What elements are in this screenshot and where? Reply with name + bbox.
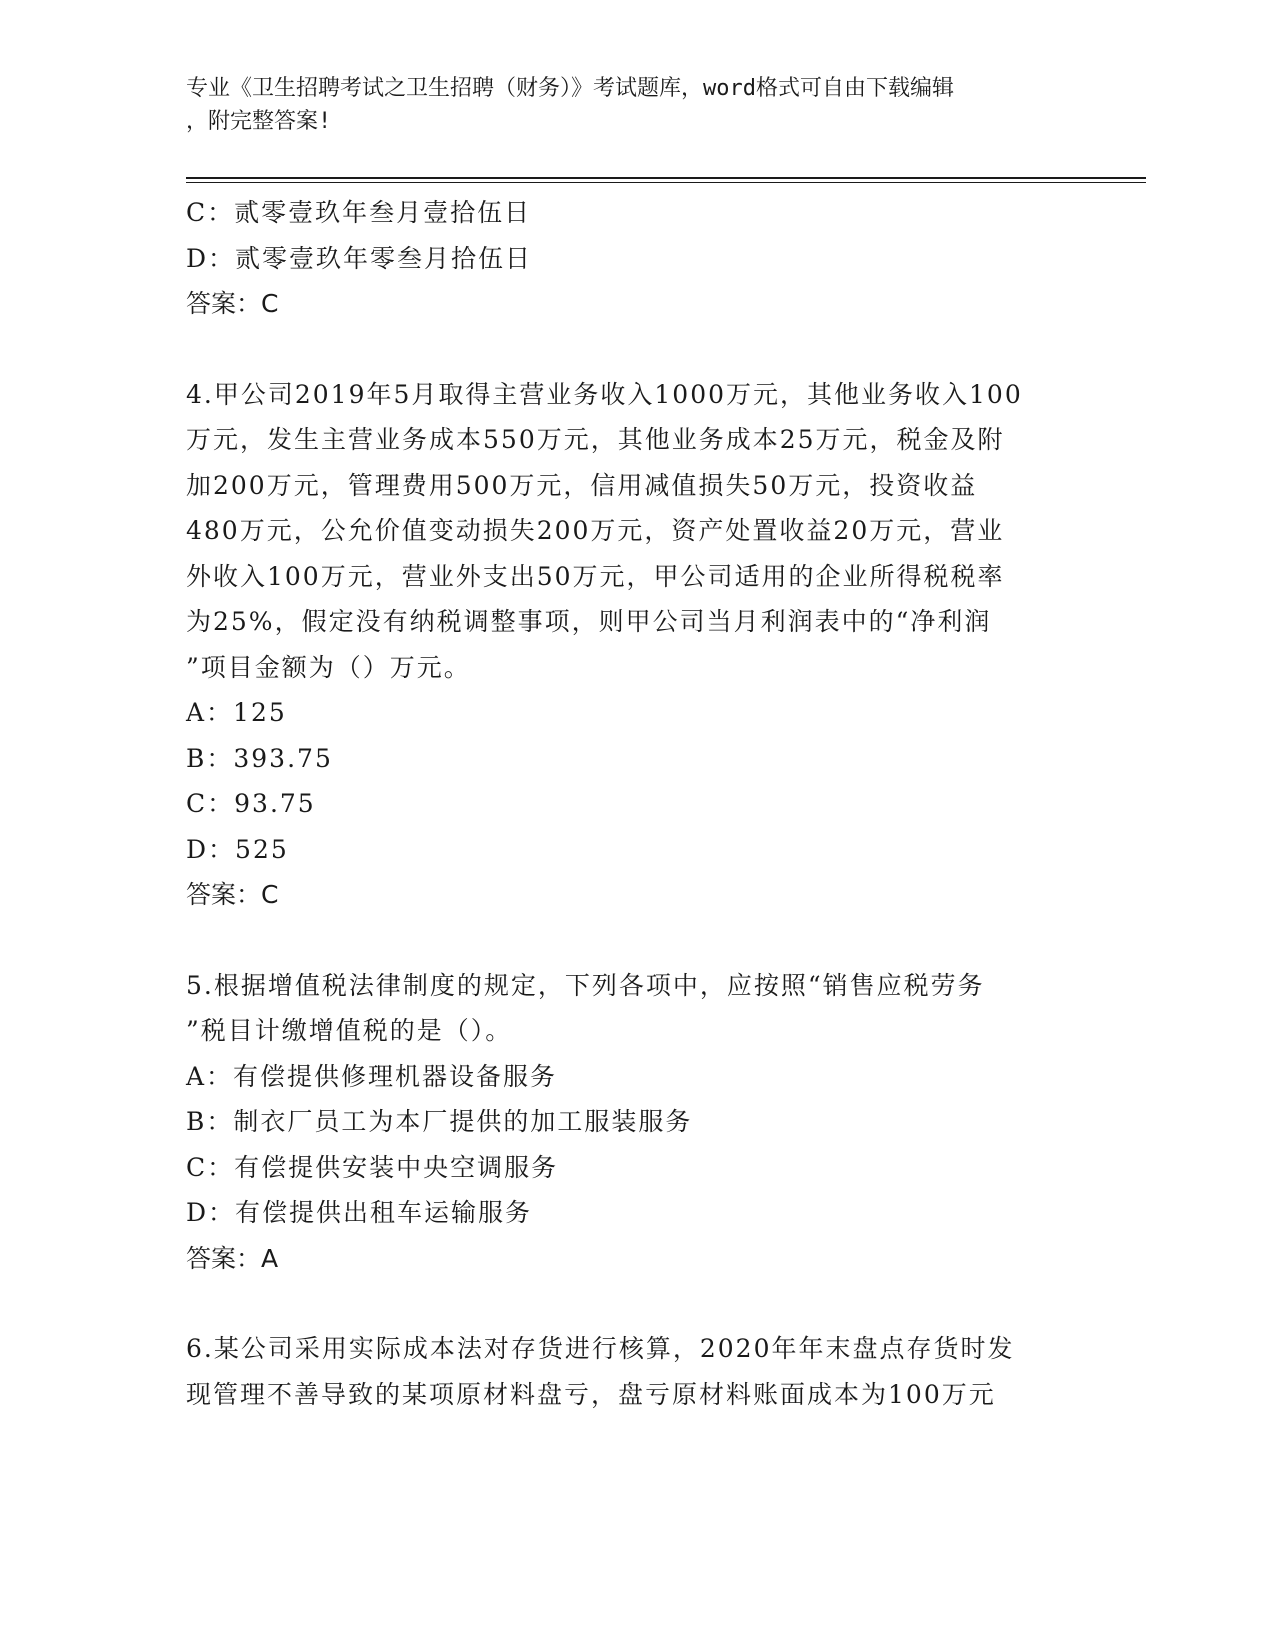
q4-option-a: A：125 (186, 698, 287, 727)
q4-stem-line: 万元，发生主营业务成本550万元，其他业务成本25万元，税金及附 (186, 425, 1005, 454)
question-5 (186, 963, 1066, 1282)
header-line-1: 专业《卫生招聘考试之卫生招聘（财务）》考试题库，word格式可自由下载编辑 (186, 76, 954, 101)
q5-option-d: D：有偿提供出租车运输服务 (186, 1198, 533, 1227)
header-rule-thin (186, 182, 1146, 183)
q4-stem-line: 加200万元，管理费用500万元，信用减值损失50万元，投资收益 (186, 470, 978, 500)
question-4 (186, 372, 1066, 918)
q6-stem-line: 现管理不善导致的某项原材料盘亏，盘亏原材料账面成本为100万元 (186, 1379, 996, 1409)
q4-stem-line: 外收入100万元，营业外支出50万元，甲公司适用的企业所得税税率 (186, 561, 1005, 591)
q5-stem-line: 5.根据增值税法律制度的规定，下列各项中，应按照“销售应税劳务 (186, 970, 985, 1000)
q4-stem-line: ”项目金额为（）万元。 (186, 652, 471, 682)
spacer (186, 1281, 1066, 1326)
header-rule-thick (186, 177, 1146, 179)
header-line-2: ，附完整答案! (186, 109, 332, 134)
q4-stem-line: 480万元，公允价值变动损失200万元，资产处置收益20万元，营业 (186, 516, 1005, 545)
spacer (186, 327, 1066, 372)
q4-option-b: B：393.75 (186, 743, 333, 773)
q5-answer: 答案：A (186, 1243, 279, 1273)
q5-option-b: B：制衣厂员工为本厂提供的加工服装服务 (186, 1107, 693, 1136)
question-3-tail (186, 190, 1066, 327)
spacer (186, 918, 1066, 963)
q4-option-d: D：525 (186, 834, 289, 864)
page-header (186, 72, 1086, 138)
q5-option-a: A：有偿提供修理机器设备服务 (186, 1061, 558, 1091)
q4-option-c: C：93.75 (186, 789, 316, 818)
q6-stem-line: 6.某公司采用实际成本法对存货进行核算，2020年年末盘点存货时发 (186, 1334, 1015, 1363)
q5-stem-line: ”税目计缴增值税的是（）。 (186, 1016, 513, 1045)
q3-option-d: D：贰零壹玖年零叁月拾伍日 (186, 243, 533, 273)
q3-option-c: C：贰零壹玖年叁月壹拾伍日 (186, 198, 532, 227)
q5-option-c: C：有偿提供安装中央空调服务 (186, 1152, 559, 1182)
q4-answer: 答案：C (186, 880, 279, 909)
q4-stem-line: 为25%，假定没有纳税调整事项，则甲公司当月利润表中的“净利润 (186, 607, 992, 636)
q4-stem-line: 4.甲公司2019年5月取得主营业务收入1000万元，其他业务收入100 (186, 379, 1023, 409)
question-content (186, 190, 1066, 1417)
question-6 (186, 1326, 1066, 1417)
q3-answer: 答案：C (186, 289, 279, 318)
